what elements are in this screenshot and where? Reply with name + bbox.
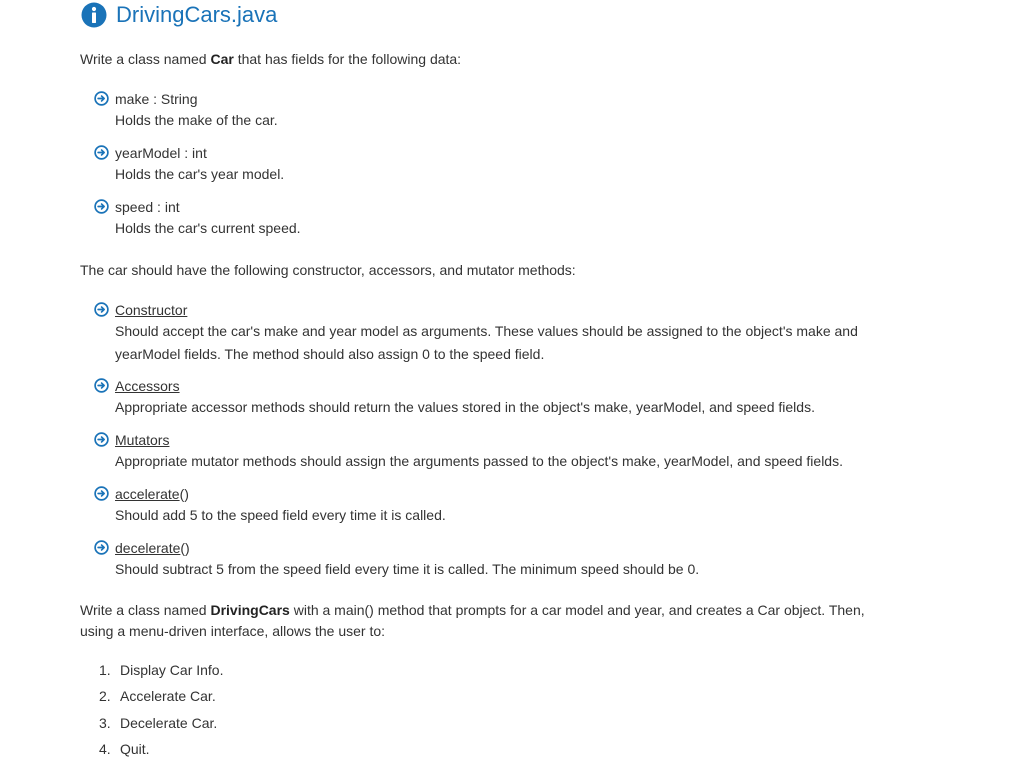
page-header xyxy=(81,0,277,30)
arrow-circle-icon xyxy=(94,91,109,106)
field-item-speed xyxy=(94,196,895,240)
intro-class-name: Car xyxy=(210,51,234,67)
menu-item: 3. Decelerate Car. xyxy=(99,714,218,731)
method-item-decelerate xyxy=(94,537,895,581)
methods-intro: The car should have the following constructor, accessors, and mutator methods: xyxy=(80,262,576,278)
method-item-mutators xyxy=(94,429,895,473)
page-title: DrivingCars.java xyxy=(116,2,278,27)
method-name[interactable]: Mutators xyxy=(115,431,170,448)
method-description: Appropriate accessor methods should return the values stored in the object's make, yearModel, and speed fields. xyxy=(115,399,815,415)
intro-prefix: Write a class named xyxy=(80,51,211,67)
field-item-make xyxy=(94,88,895,132)
field-name: yearModel : int xyxy=(115,144,207,161)
method-name[interactable]: Constructor xyxy=(115,301,188,318)
method-description: Should accept the car's make and year model as arguments. These values should be assigned to the object's make and yearModel fields. The method should also assign 0 to the speed field. xyxy=(115,323,858,362)
driving-class-name: DrivingCars xyxy=(210,602,290,618)
method-description: Should add 5 to the speed field every time it is called. xyxy=(115,507,446,523)
field-description: Holds the car's year model. xyxy=(115,166,285,182)
arrow-circle-icon xyxy=(94,302,109,317)
driving-prefix: Write a class named xyxy=(80,602,211,618)
menu-item: 1. Display Car Info. xyxy=(99,662,224,679)
intro-suffix: that has fields for the following data: xyxy=(233,51,462,67)
method-name[interactable]: accelerate() xyxy=(115,485,189,502)
field-description: Holds the car's current speed. xyxy=(115,220,301,236)
method-name[interactable]: decelerate() xyxy=(115,539,190,556)
driving-suffix: with a main() method that prompts for a car model and year, and creates a Car object. Then, using a menu-driven interface, allows the user to: xyxy=(80,602,865,639)
arrow-circle-icon xyxy=(94,199,109,214)
field-name: speed : int xyxy=(115,198,180,215)
menu-list xyxy=(99,657,223,762)
method-description: Appropriate mutator methods should assign the arguments passed to the object's make, yearModel, and speed fields. xyxy=(115,453,843,469)
driving-paragraph xyxy=(80,600,900,642)
menu-item: 4. Quit. xyxy=(99,741,150,758)
arrow-circle-icon xyxy=(94,486,109,501)
method-name[interactable]: Accessors xyxy=(115,377,180,394)
arrow-circle-icon xyxy=(94,432,109,447)
method-item-constructor xyxy=(94,299,895,366)
field-item-yearmodel xyxy=(94,142,895,186)
method-item-accessors xyxy=(94,375,895,419)
info-icon xyxy=(81,2,107,28)
method-description: Should subtract 5 from the speed field every time it is called. The minimum speed should be 0. xyxy=(115,561,700,577)
arrow-circle-icon xyxy=(94,378,109,393)
arrow-circle-icon xyxy=(94,145,109,160)
method-item-accelerate xyxy=(94,483,895,527)
menu-item: 2. Accelerate Car. xyxy=(99,688,216,705)
arrow-circle-icon xyxy=(94,540,109,555)
field-description: Holds the make of the car. xyxy=(115,112,278,128)
intro-paragraph xyxy=(80,49,461,70)
field-name: make : String xyxy=(115,90,198,107)
